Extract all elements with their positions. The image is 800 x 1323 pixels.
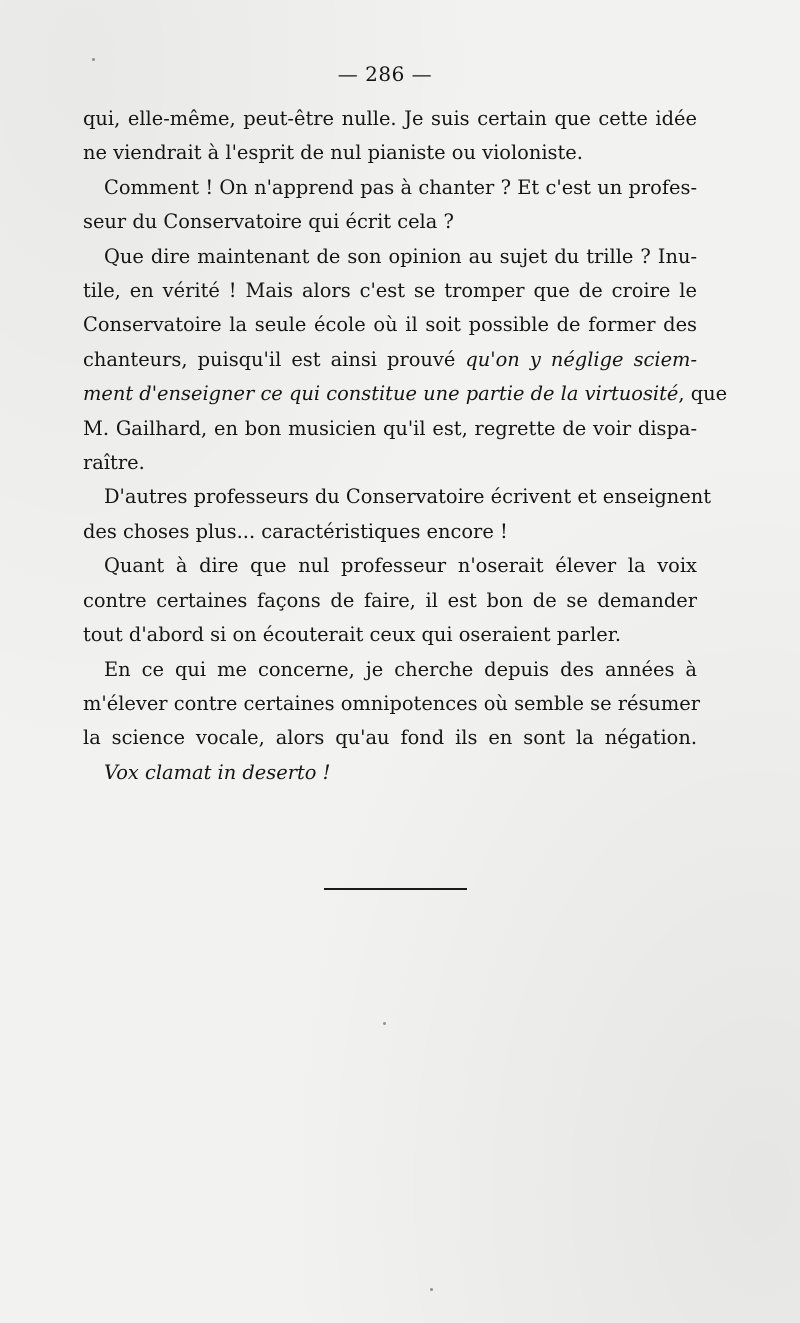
body-text xyxy=(83,102,728,790)
italic-run: ment d'enseigner ce qui constitue une partie de la virtuosité xyxy=(83,382,679,406)
closing-motto xyxy=(83,756,697,790)
paragraph-start: En ce qui me concerne, je cherche depuis des années à xyxy=(104,657,697,681)
paragraph-start: Que dire maintenant de son opinion au sujet du trille ? Inu- xyxy=(104,244,697,268)
text-line: Conservatoire la seule école où il soit possible de former des xyxy=(83,313,697,337)
text-run: chanteurs, puisqu'il est ainsi prouvé xyxy=(83,347,466,371)
text-line: M. Gailhard, en bon musicien qu'il est, regrette de voir dispa- xyxy=(83,416,697,440)
text-line: tile, en vérité ! Mais alors c'est se tromper que de croire le xyxy=(83,279,697,303)
text-line: m'élever contre certaines omnipotences où semble se résumer xyxy=(83,691,701,715)
paper-speck xyxy=(92,58,95,61)
text-line: qui, elle-même, peut-être nulle. Je suis certain que cette idée xyxy=(83,107,697,130)
text-line: ne viendrait à l'esprit de nul pianiste ou violoniste. xyxy=(83,141,583,165)
text-line: tout d'abord si on écouterait ceux qui oseraient parler. xyxy=(83,623,622,647)
italic-run: Vox clamat in deserto ! xyxy=(104,760,331,784)
text-line xyxy=(83,343,697,377)
section-divider xyxy=(324,888,467,890)
text-line: raître. xyxy=(83,451,145,475)
text-line: contre certaines façons de faire, il est bon de se demander xyxy=(83,588,697,612)
text-line: seur du Conservatoire qui écrit cela ? xyxy=(83,210,454,234)
text-line: la science vocale, alors qu'au fond ils en sont la négation. xyxy=(83,726,697,750)
italic-run: qu'on y néglige sciem- xyxy=(465,347,697,371)
paper-speck xyxy=(383,1022,386,1025)
paragraph-start: Quant à dire que nul professeur n'oserait élever la voix xyxy=(104,554,697,578)
page-number: — 286 — xyxy=(337,62,433,86)
paper-speck xyxy=(430,1288,433,1291)
text-line xyxy=(83,377,728,411)
text-line: des choses plus... caractéristiques encore ! xyxy=(83,519,508,543)
paragraph-start: Comment ! On n'apprend pas à chanter ? Et c'est un profes- xyxy=(104,175,697,199)
paragraph-start: D'autres professeurs du Conservatoire écrivent et enseignent xyxy=(104,485,712,509)
text-run: , que xyxy=(678,382,728,406)
